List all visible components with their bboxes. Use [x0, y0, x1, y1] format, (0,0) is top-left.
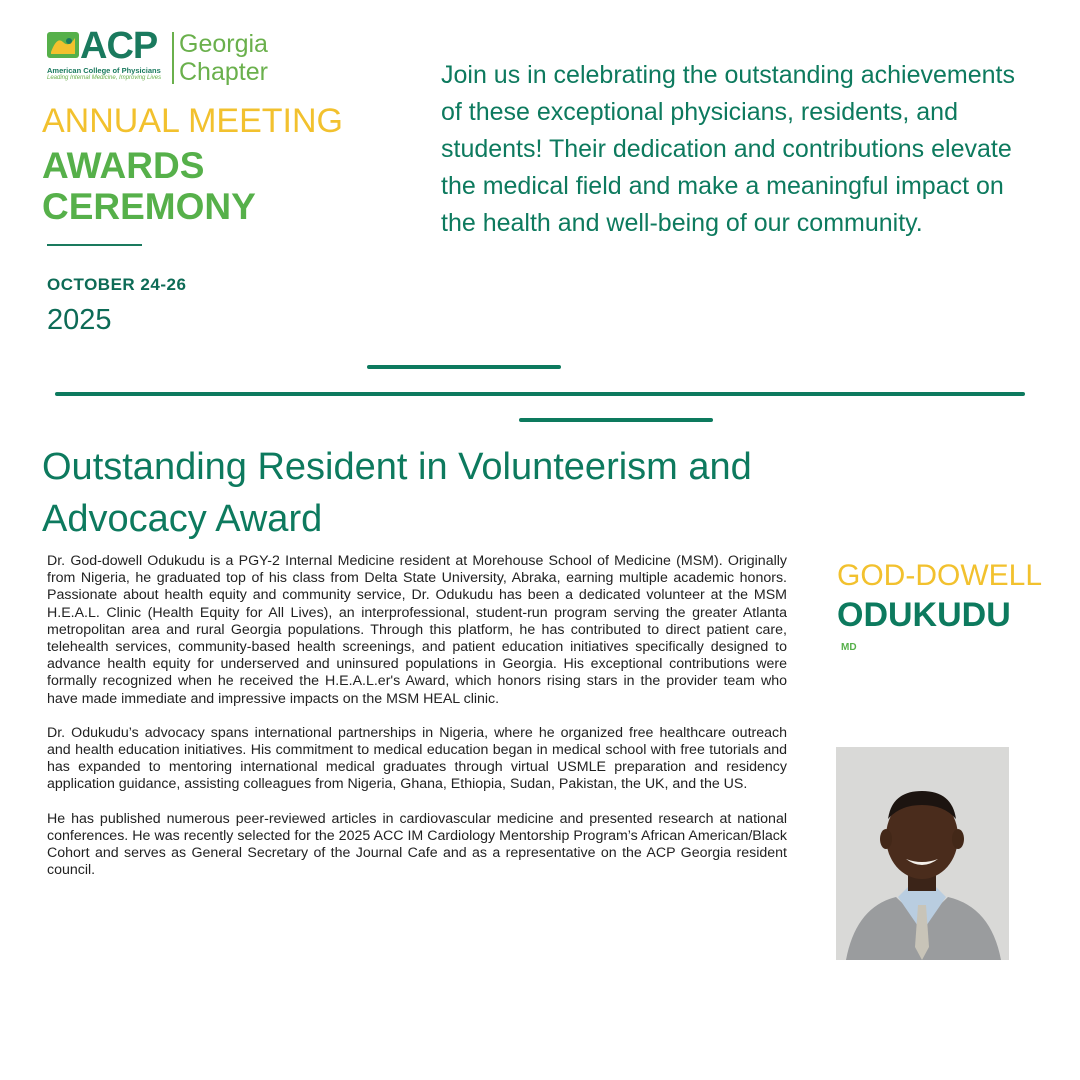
event-year: 2025 — [47, 304, 112, 336]
logo-tagline: Leading Internal Medicine, Improving Lives — [47, 75, 162, 81]
bio-paragraph-2: Dr. Odukudu’s advocacy spans international partnerships in Nigeria, where he organized free healthcare outreach and health education initiatives. His commitment to medical education began in medical school with free tutorials and has expanded to mentoring international medical graduates through virtual USMLE preparation and residency application guidance, assisting colleagues from Nigeria, Ghana, Ethiopia, Sudan, Pakistan, the UK, and the US. — [47, 724, 787, 793]
divider-top — [367, 365, 561, 369]
left-divider — [47, 244, 142, 246]
acp-emblem-icon — [47, 32, 79, 58]
award-title: Outstanding Resident in Volunteerism and Advocacy Award — [42, 446, 752, 540]
honoree-photo — [836, 747, 1009, 960]
event-dates: OCTOBER 24-26 — [47, 275, 187, 294]
honoree-credential: MD — [841, 642, 857, 653]
logo-acp-text: ACP — [80, 25, 158, 67]
divider-main — [55, 392, 1025, 396]
divider-bottom — [519, 418, 713, 422]
intro-text: Join us in celebrating the outstanding achievements of these exceptional physicians, residents, and students! Their dedication and contributions elevate the medical field and make a meaningful impact on the health and well-being of our community. — [441, 61, 1015, 237]
person-portrait-icon — [836, 747, 1009, 960]
honoree-last-name: ODUKUDU — [837, 596, 1011, 634]
logo-divider — [172, 32, 174, 84]
bio-paragraph-1: Dr. God-dowell Odukudu is a PGY-2 Internal Medicine resident at Morehouse School of Medicine (MSM). Originally from Nigeria, he graduated top of his class from Delta State University, Abraka, earning multiple academic honors. Passionate about health equity and community service, Dr. Odukudu has been a dedicated volunteer at the MSM H.E.A.L. Clinic (Health Equity for All Lives), an interprofessional, student-run program serving the greater Atlanta metropolitan area and rural Georgia populations. Through this platform, he has contributed to direct patient care, telehealth services, community-based health screenings, and patient education initiatives specifically designed to advance health equity for underserved and uninsured populations in Georgia. His exceptional contributions were formally recognized when he received the H.E.A.L.er's Award, which honors rising stars in the provider team who have made immediate and impressive impacts on the MSM HEAL clinic. — [47, 553, 787, 707]
bio-paragraph-3: He has published numerous peer-reviewed articles in cardiovascular medicine and presented research at national conferences. He was recently selected for the 2025 ACC IM Cardiology Mentorship Program’s African American/Black Cohort and serves as General Secretary of the Journal Cafe and as a representative on the ACP Georgia resident council. — [47, 810, 787, 879]
bio — [47, 553, 787, 896]
logo-org-name: American College of Physicians — [47, 66, 161, 75]
event-line1: ANNUAL MEETING — [42, 102, 344, 140]
honoree-first-name: GOD-DOWELL — [837, 559, 1043, 592]
event-line2: AWARDS CEREMONY — [42, 145, 256, 227]
logo-chapter: Georgia Chapter — [179, 30, 268, 86]
